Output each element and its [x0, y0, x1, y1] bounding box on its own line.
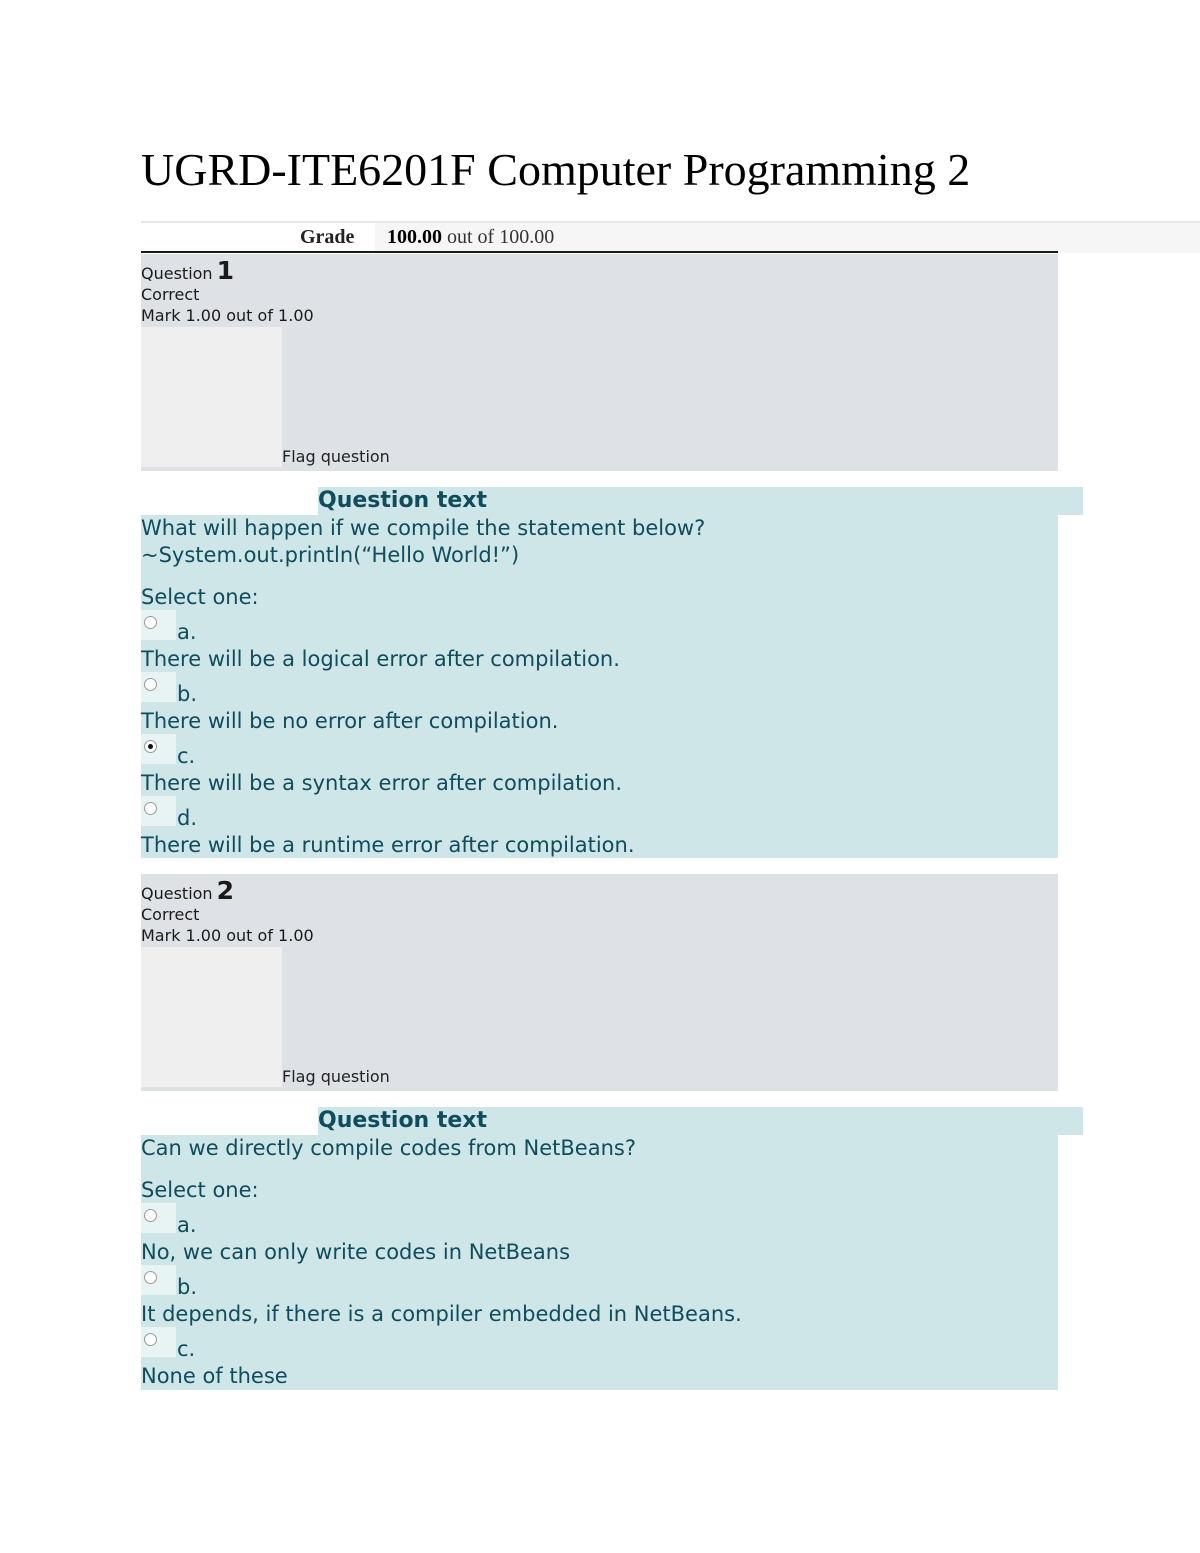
question-text-header [318, 1107, 1083, 1135]
option-c-radio-box[interactable] [141, 734, 176, 764]
option-d-radio-box[interactable] [141, 796, 176, 826]
option-c-radio-selected[interactable] [144, 740, 157, 753]
grade-suffix: out of 100.00 [447, 226, 555, 248]
question-number-value: 2 [216, 876, 234, 905]
question-info-side [141, 327, 282, 467]
flag-question-link[interactable]: Flag question [282, 447, 390, 466]
option-b-letter: b. [177, 1275, 198, 1299]
question-label: Question [141, 264, 213, 283]
option-c-letter: c. [177, 744, 196, 768]
question-state: Correct [141, 905, 200, 924]
question-text-line: What will happen if we compile the statement below? [141, 516, 706, 540]
question-info [141, 874, 1058, 1091]
question-text-line: Can we directly compile codes from NetBeans? [141, 1136, 636, 1160]
select-one-prompt: Select one: [141, 1178, 259, 1202]
option-b-text[interactable]: It depends, if there is a compiler embedded in NetBeans. [141, 1302, 742, 1326]
option-a-letter: a. [177, 620, 197, 644]
option-c-radio-box[interactable] [141, 1327, 176, 1357]
option-c-text[interactable]: None of these [141, 1364, 288, 1388]
question-number [141, 256, 234, 285]
grade-value [387, 226, 554, 249]
flag-question-link[interactable]: Flag question [282, 1067, 390, 1086]
option-d-text[interactable]: There will be a runtime error after compilation. [141, 833, 635, 857]
question-text-body [141, 1135, 1058, 1390]
option-b-radio-box[interactable] [141, 1265, 176, 1295]
question-mark: Mark 1.00 out of 1.00 [141, 306, 314, 325]
question-text-body [141, 515, 1058, 858]
option-c-radio[interactable] [144, 1333, 157, 1346]
question-state: Correct [141, 285, 200, 304]
question-info-side [141, 947, 282, 1087]
question-text-line: ~System.out.println(“Hello World!”) [141, 543, 520, 567]
option-a-radio-box[interactable] [141, 1203, 176, 1233]
grade-label: Grade [300, 226, 355, 248]
option-c-letter: c. [177, 1337, 196, 1361]
grade-underline [141, 251, 1058, 253]
option-a-radio[interactable] [144, 616, 157, 629]
option-b-radio[interactable] [144, 1271, 157, 1284]
option-b-letter: b. [177, 682, 198, 706]
option-a-letter: a. [177, 1213, 197, 1237]
option-a-text[interactable]: There will be a logical error after compilation. [141, 647, 620, 671]
question-mark: Mark 1.00 out of 1.00 [141, 926, 314, 945]
question-number [141, 876, 234, 905]
question-text-heading: Question text [318, 1108, 488, 1133]
option-a-radio[interactable] [144, 1209, 157, 1222]
option-b-radio-box[interactable] [141, 672, 176, 702]
option-b-text[interactable]: There will be no error after compilation. [141, 709, 559, 733]
option-a-text[interactable]: No, we can only write codes in NetBeans [141, 1240, 571, 1264]
grade-score: 100.00 [387, 226, 442, 248]
question-info [141, 254, 1058, 471]
page-title: UGRD-ITE6201F Computer Programming 2 [141, 144, 971, 195]
option-a-radio-box[interactable] [141, 610, 176, 640]
option-b-radio[interactable] [144, 678, 157, 691]
question-number-value: 1 [216, 256, 234, 285]
option-d-letter: d. [177, 806, 198, 830]
question-text-header [318, 487, 1083, 515]
select-one-prompt: Select one: [141, 585, 259, 609]
question-label: Question [141, 884, 213, 903]
question-text-heading: Question text [318, 488, 488, 513]
option-c-text[interactable]: There will be a syntax error after compilation. [141, 771, 623, 795]
option-d-radio[interactable] [144, 802, 157, 815]
